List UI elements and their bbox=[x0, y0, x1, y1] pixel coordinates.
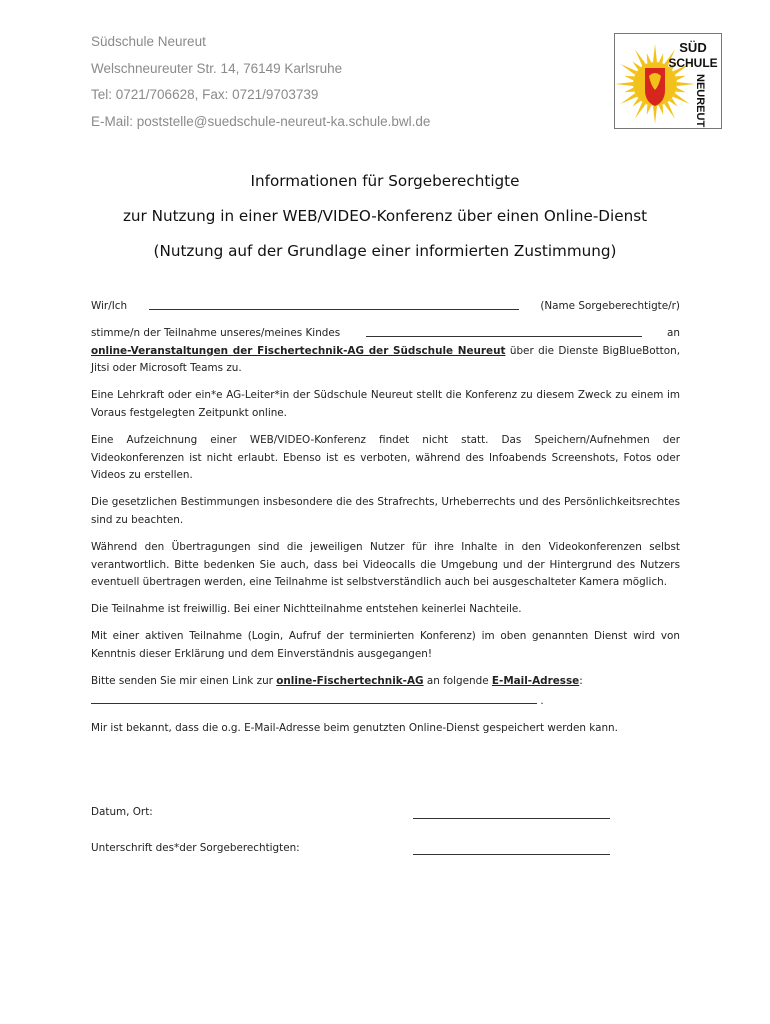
logo-text-schule: SCHULE bbox=[668, 56, 718, 70]
sun-ray bbox=[676, 88, 686, 93]
link-request-colon: : bbox=[579, 674, 583, 687]
school-letterhead bbox=[91, 32, 430, 138]
link-request-ag: online-Fischertechnik-AG bbox=[276, 674, 424, 687]
title-line-2: zur Nutzung in einer WEB/VIDEO-Konferenz über einen Online-Dienst bbox=[122, 207, 648, 225]
date-place-label: Datum, Ort: bbox=[91, 806, 153, 818]
sun-ray bbox=[677, 82, 695, 86]
sun-ray bbox=[653, 44, 657, 62]
document-title bbox=[0, 168, 770, 273]
paragraph-aufzeichnung: Eine Aufzeichnung einer WEB/VIDEO-Konferenz findet nicht statt. Das Speichern/Aufnehmen der Videokonferenzen ist nicht erlaubt. Ebenso ist es verboten, während des Infoabends Screenshots, Fotos oder Videos zu erstellen. bbox=[91, 433, 680, 482]
paragraph-teilnahme: Mit einer aktiven Teilnahme (Login, Aufruf der terminierten Konferenz) im oben genannten Dienst wird von Kenntnis dieser Erklärung und dem Einverständnis ausgegangen! bbox=[91, 629, 680, 660]
sun-ray bbox=[635, 102, 646, 119]
logo-text-neureut: NEUREUT bbox=[694, 74, 706, 128]
title-line-3: (Nutzung auf der Grundlage einer informierten Zustimmung) bbox=[153, 242, 617, 260]
sun-ray bbox=[673, 93, 690, 104]
sun-ray bbox=[664, 102, 675, 119]
child-name-row bbox=[91, 325, 680, 343]
guardian-name-line[interactable] bbox=[149, 298, 519, 310]
consent-start: stimme/n der Teilnahme unseres/meines Kindes bbox=[91, 326, 341, 339]
link-request bbox=[91, 673, 680, 691]
sun-ray bbox=[659, 105, 664, 115]
email-entry-row bbox=[91, 692, 680, 711]
consent-paragraph bbox=[91, 325, 680, 378]
sun-ray bbox=[676, 76, 686, 81]
signature-line[interactable] bbox=[413, 854, 610, 855]
title-line-1: Informationen für Sorgeberechtigte bbox=[250, 172, 520, 190]
document-body bbox=[91, 298, 680, 747]
link-request-email: E-Mail-Adresse bbox=[491, 674, 580, 687]
sun-ray bbox=[659, 53, 664, 63]
child-name-line[interactable] bbox=[366, 325, 642, 337]
school-address: Welschneureuter Str. 14, 76149 Karlsruhe bbox=[91, 60, 343, 76]
paragraph-bestimmungen: Die gesetzlichen Bestimmungen insbesondere die des Strafrechts, Urheberrechts und des Persönlichkeitsrechtes sind zu beachten. bbox=[91, 496, 680, 526]
sun-ray bbox=[624, 76, 634, 81]
sun-ray bbox=[620, 93, 637, 104]
paragraph-uebertragungen: Während den Übertragungen sind die jeweiligen Nutzer für ihre Inhalte in den Videokonferenzen selbst verantwortlich. Bitte bedenken Sie auch, dass bei Videocalls die Umgebung und der Hintergrund des Nutzers eventuell übertragen werden, eine Teilnahme ist selbstverständlich auch bei ausgeschalteter Kamera möglich. bbox=[91, 540, 680, 589]
consent-rest: über die Dienste BigBlueBotton, Jitsi oder Microsoft Teams zu. bbox=[91, 344, 680, 375]
guardian-name-row bbox=[91, 298, 680, 316]
paragraph-lehrkraft: Eine Lehrkraft oder ein*e AG-Leiter*in der Südschule Neureut stellt die Konferenz zu diesem Zweck zu einem im Voraus festgelegten Zeitpunkt online. bbox=[91, 389, 680, 419]
paragraph-freiwillig: Die Teilnahme ist freiwillig. Bei einer Nichtteilnahme entstehen keinerlei Nachteile. bbox=[91, 603, 522, 616]
sun-ray bbox=[620, 64, 637, 75]
guardian-name-hint: (Name Sorgeberechtigte/r) bbox=[540, 300, 680, 312]
sun-ray bbox=[635, 49, 646, 66]
signature-label: Unterschrift des*der Sorgeberechtigten: bbox=[91, 842, 300, 854]
sun-ray bbox=[615, 82, 633, 86]
link-request-middle: an folgende bbox=[426, 674, 489, 687]
sun-ray bbox=[653, 106, 657, 124]
email-entry-line[interactable] bbox=[91, 692, 537, 704]
sun-ray bbox=[624, 88, 634, 93]
wir-ich-label: Wir/Ich bbox=[91, 300, 128, 312]
email-entry-period: . bbox=[540, 695, 544, 708]
logo-text-sued: SÜD bbox=[679, 40, 707, 55]
email-storage-notice: Mir ist bekannt, dass die o.g. E-Mail-Adresse beim genutzten Online-Dienst gespeichert werden kann. bbox=[91, 722, 618, 735]
school-phone-fax: Tel: 0721/706628, Fax: 0721/9703739 bbox=[91, 87, 319, 102]
event-name: online-Veranstaltungen der Fischertechnik-AG der Südschule Neureut bbox=[91, 344, 506, 357]
sun-logo-graphic bbox=[615, 34, 721, 128]
school-logo bbox=[614, 33, 722, 129]
school-name: Südschule Neureut bbox=[91, 34, 206, 49]
consent-an: an bbox=[667, 326, 680, 339]
link-request-start: Bitte senden Sie mir einen Link zur bbox=[91, 674, 273, 687]
sun-ray bbox=[647, 53, 652, 63]
school-email: E-Mail: poststelle@suedschule-neureut-ka.schule.bwl.de bbox=[91, 113, 431, 129]
sun-ray bbox=[647, 105, 652, 115]
date-place-line[interactable] bbox=[413, 818, 610, 819]
